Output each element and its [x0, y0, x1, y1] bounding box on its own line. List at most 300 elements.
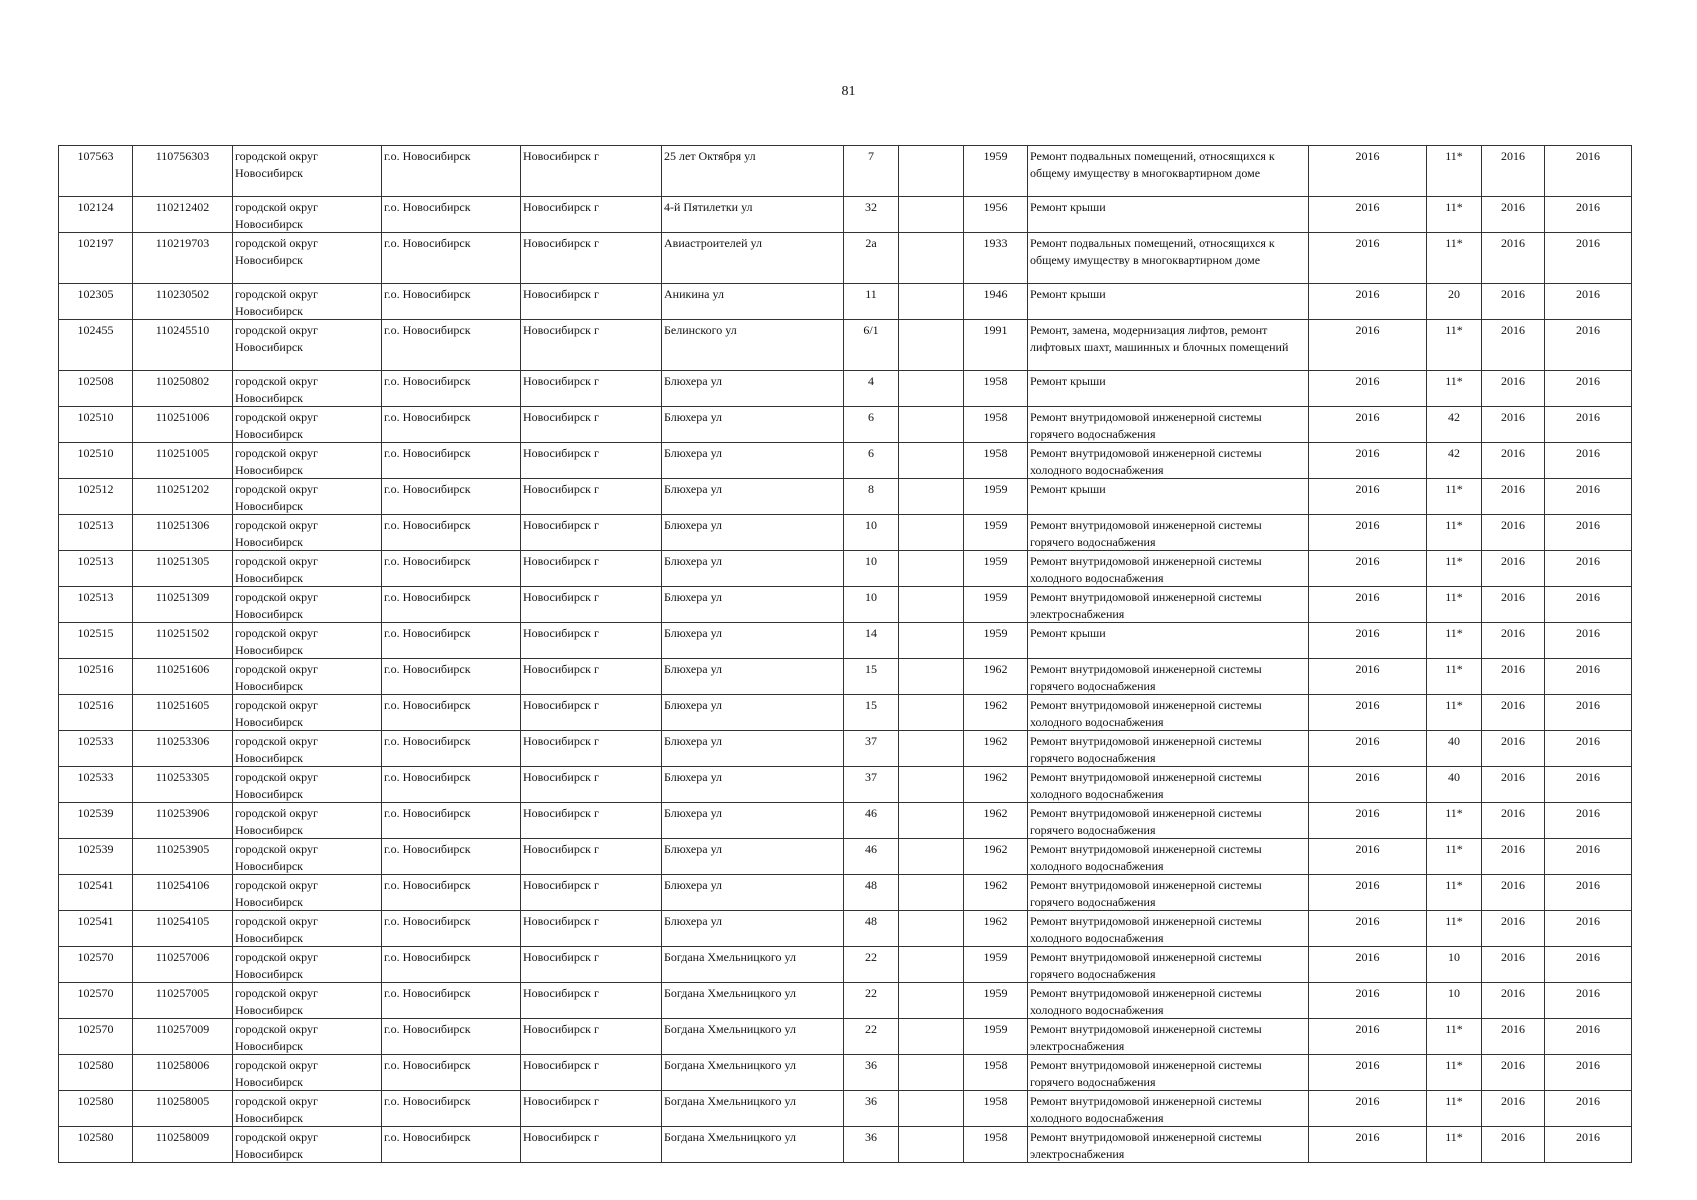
cell-house: 11 — [844, 284, 899, 320]
cell-blank — [899, 1127, 964, 1163]
cell-house: 22 — [844, 947, 899, 983]
cell-code: 110251306 — [133, 515, 233, 551]
cell-year-start: 2016 — [1482, 551, 1545, 587]
cell-id: 102515 — [59, 623, 133, 659]
cell-district: городской округ Новосибирск — [233, 443, 382, 479]
cell-year-plan: 2016 — [1309, 146, 1427, 197]
cell-year-plan: 2016 — [1309, 479, 1427, 515]
cell-work-type: Ремонт крыши — [1028, 197, 1309, 233]
cell-year-built: 1958 — [964, 1055, 1028, 1091]
table-row — [59, 947, 1632, 983]
cell-blank — [899, 1055, 964, 1091]
cell-house: 48 — [844, 875, 899, 911]
cell-number: 40 — [1427, 767, 1482, 803]
cell-municipality: г.о. Новосибирск — [382, 659, 521, 695]
cell-street: Богдана Хмельницкого ул — [662, 1127, 844, 1163]
cell-city: Новосибирск г — [521, 767, 662, 803]
cell-blank — [899, 803, 964, 839]
cell-year-plan: 2016 — [1309, 1055, 1427, 1091]
cell-year-end: 2016 — [1545, 911, 1632, 947]
cell-street: Блюхера ул — [662, 875, 844, 911]
cell-street: Богдана Хмельницкого ул — [662, 1019, 844, 1055]
table-row — [59, 407, 1632, 443]
cell-work-type: Ремонт крыши — [1028, 371, 1309, 407]
cell-house: 14 — [844, 623, 899, 659]
table-row — [59, 233, 1632, 284]
cell-municipality: г.о. Новосибирск — [382, 911, 521, 947]
cell-blank — [899, 695, 964, 731]
cell-code: 110253305 — [133, 767, 233, 803]
cell-blank — [899, 947, 964, 983]
cell-year-built: 1962 — [964, 839, 1028, 875]
cell-id: 102508 — [59, 371, 133, 407]
cell-street: 25 лет Октября ул — [662, 146, 844, 197]
cell-year-start: 2016 — [1482, 695, 1545, 731]
cell-year-start: 2016 — [1482, 983, 1545, 1019]
cell-id: 102580 — [59, 1055, 133, 1091]
cell-year-built: 1959 — [964, 479, 1028, 515]
table-row — [59, 197, 1632, 233]
cell-work-type: Ремонт, замена, модернизация лифтов, ремонт лифтовых шахт, машинных и блочных помещений — [1028, 320, 1309, 371]
cell-id: 102580 — [59, 1127, 133, 1163]
cell-year-start: 2016 — [1482, 1019, 1545, 1055]
cell-year-start: 2016 — [1482, 839, 1545, 875]
cell-year-built: 1959 — [964, 1019, 1028, 1055]
cell-house: 36 — [844, 1091, 899, 1127]
cell-municipality: г.о. Новосибирск — [382, 479, 521, 515]
cell-year-plan: 2016 — [1309, 1019, 1427, 1055]
cell-id: 102533 — [59, 767, 133, 803]
cell-blank — [899, 407, 964, 443]
cell-blank — [899, 587, 964, 623]
cell-street: Блюхера ул — [662, 659, 844, 695]
table-row — [59, 479, 1632, 515]
cell-year-built: 1958 — [964, 371, 1028, 407]
cell-year-end: 2016 — [1545, 284, 1632, 320]
cell-house: 46 — [844, 803, 899, 839]
cell-district: городской округ Новосибирск — [233, 233, 382, 284]
cell-city: Новосибирск г — [521, 233, 662, 284]
cell-municipality: г.о. Новосибирск — [382, 1127, 521, 1163]
cell-blank — [899, 515, 964, 551]
cell-year-end: 2016 — [1545, 407, 1632, 443]
cell-district: городской округ Новосибирск — [233, 767, 382, 803]
cell-code: 110251005 — [133, 443, 233, 479]
cell-municipality: г.о. Новосибирск — [382, 1055, 521, 1091]
cell-year-start: 2016 — [1482, 515, 1545, 551]
cell-id: 102510 — [59, 407, 133, 443]
cell-year-start: 2016 — [1482, 146, 1545, 197]
cell-year-start: 2016 — [1482, 371, 1545, 407]
table-row — [59, 1091, 1632, 1127]
cell-number: 11* — [1427, 1019, 1482, 1055]
cell-year-plan: 2016 — [1309, 875, 1427, 911]
cell-municipality: г.о. Новосибирск — [382, 947, 521, 983]
cell-year-plan: 2016 — [1309, 515, 1427, 551]
cell-blank — [899, 659, 964, 695]
cell-city: Новосибирск г — [521, 320, 662, 371]
cell-code: 110219703 — [133, 233, 233, 284]
cell-district: городской округ Новосибирск — [233, 1055, 382, 1091]
cell-number: 11* — [1427, 371, 1482, 407]
cell-city: Новосибирск г — [521, 731, 662, 767]
cell-house: 36 — [844, 1127, 899, 1163]
cell-number: 11* — [1427, 233, 1482, 284]
cell-year-end: 2016 — [1545, 947, 1632, 983]
table-row — [59, 731, 1632, 767]
cell-city: Новосибирск г — [521, 1019, 662, 1055]
cell-year-end: 2016 — [1545, 320, 1632, 371]
cell-municipality: г.о. Новосибирск — [382, 407, 521, 443]
cell-year-built: 1933 — [964, 233, 1028, 284]
cell-house: 36 — [844, 1055, 899, 1091]
cell-year-start: 2016 — [1482, 875, 1545, 911]
cell-house: 10 — [844, 587, 899, 623]
cell-year-end: 2016 — [1545, 875, 1632, 911]
repair-register-table — [58, 145, 1632, 1163]
cell-year-end: 2016 — [1545, 983, 1632, 1019]
cell-year-built: 1959 — [964, 623, 1028, 659]
cell-municipality: г.о. Новосибирск — [382, 284, 521, 320]
cell-code: 110257009 — [133, 1019, 233, 1055]
cell-id: 102516 — [59, 659, 133, 695]
cell-city: Новосибирск г — [521, 803, 662, 839]
cell-number: 11* — [1427, 1091, 1482, 1127]
cell-number: 42 — [1427, 443, 1482, 479]
cell-blank — [899, 875, 964, 911]
cell-year-start: 2016 — [1482, 767, 1545, 803]
cell-city: Новосибирск г — [521, 479, 662, 515]
cell-id: 102513 — [59, 551, 133, 587]
cell-city: Новосибирск г — [521, 587, 662, 623]
cell-id: 102513 — [59, 587, 133, 623]
cell-district: городской округ Новосибирск — [233, 1091, 382, 1127]
cell-year-built: 1962 — [964, 731, 1028, 767]
table-row — [59, 587, 1632, 623]
cell-house: 15 — [844, 695, 899, 731]
cell-year-plan: 2016 — [1309, 695, 1427, 731]
cell-year-built: 1959 — [964, 947, 1028, 983]
cell-year-built: 1962 — [964, 659, 1028, 695]
cell-city: Новосибирск г — [521, 623, 662, 659]
cell-blank — [899, 479, 964, 515]
cell-number: 11* — [1427, 803, 1482, 839]
cell-work-type: Ремонт внутридомовой инженерной системы горячего водоснабжения — [1028, 659, 1309, 695]
cell-street: Блюхера ул — [662, 407, 844, 443]
cell-year-plan: 2016 — [1309, 284, 1427, 320]
cell-year-plan: 2016 — [1309, 551, 1427, 587]
cell-work-type: Ремонт внутридомовой инженерной системы горячего водоснабжения — [1028, 515, 1309, 551]
cell-blank — [899, 320, 964, 371]
cell-city: Новосибирск г — [521, 515, 662, 551]
cell-year-end: 2016 — [1545, 443, 1632, 479]
cell-number: 11* — [1427, 551, 1482, 587]
cell-work-type: Ремонт внутридомовой инженерной системы холодного водоснабжения — [1028, 911, 1309, 947]
cell-blank — [899, 146, 964, 197]
table-row — [59, 695, 1632, 731]
cell-code: 110257006 — [133, 947, 233, 983]
table-row — [59, 839, 1632, 875]
cell-municipality: г.о. Новосибирск — [382, 1019, 521, 1055]
cell-code: 110258005 — [133, 1091, 233, 1127]
cell-number: 10 — [1427, 947, 1482, 983]
cell-municipality: г.о. Новосибирск — [382, 803, 521, 839]
cell-district: городской округ Новосибирск — [233, 623, 382, 659]
cell-house: 6 — [844, 407, 899, 443]
cell-id: 102197 — [59, 233, 133, 284]
cell-year-start: 2016 — [1482, 1127, 1545, 1163]
cell-year-plan: 2016 — [1309, 587, 1427, 623]
cell-house: 37 — [844, 731, 899, 767]
cell-blank — [899, 1019, 964, 1055]
cell-city: Новосибирск г — [521, 407, 662, 443]
cell-street: Богдана Хмельницкого ул — [662, 1055, 844, 1091]
cell-municipality: г.о. Новосибирск — [382, 767, 521, 803]
cell-house: 10 — [844, 515, 899, 551]
table-row — [59, 659, 1632, 695]
cell-work-type: Ремонт внутридомовой инженерной системы горячего водоснабжения — [1028, 1055, 1309, 1091]
cell-number: 11* — [1427, 197, 1482, 233]
cell-year-start: 2016 — [1482, 947, 1545, 983]
cell-year-start: 2016 — [1482, 623, 1545, 659]
cell-street: Блюхера ул — [662, 839, 844, 875]
cell-city: Новосибирск г — [521, 839, 662, 875]
cell-street: Аникина ул — [662, 284, 844, 320]
cell-year-start: 2016 — [1482, 479, 1545, 515]
cell-year-built: 1962 — [964, 875, 1028, 911]
cell-id: 102455 — [59, 320, 133, 371]
cell-code: 110251305 — [133, 551, 233, 587]
cell-year-plan: 2016 — [1309, 803, 1427, 839]
table-row — [59, 443, 1632, 479]
cell-street: Блюхера ул — [662, 911, 844, 947]
cell-district: городской округ Новосибирск — [233, 407, 382, 443]
cell-municipality: г.о. Новосибирск — [382, 731, 521, 767]
cell-year-end: 2016 — [1545, 1091, 1632, 1127]
cell-year-plan: 2016 — [1309, 1127, 1427, 1163]
cell-year-built: 1962 — [964, 767, 1028, 803]
cell-year-end: 2016 — [1545, 623, 1632, 659]
cell-house: 46 — [844, 839, 899, 875]
table-row — [59, 284, 1632, 320]
cell-work-type: Ремонт внутридомовой инженерной системы горячего водоснабжения — [1028, 731, 1309, 767]
cell-year-plan: 2016 — [1309, 731, 1427, 767]
cell-number: 11* — [1427, 623, 1482, 659]
cell-district: городской округ Новосибирск — [233, 1019, 382, 1055]
cell-code: 110254106 — [133, 875, 233, 911]
cell-year-built: 1959 — [964, 515, 1028, 551]
cell-district: городской округ Новосибирск — [233, 731, 382, 767]
cell-year-plan: 2016 — [1309, 371, 1427, 407]
cell-year-start: 2016 — [1482, 1055, 1545, 1091]
cell-municipality: г.о. Новосибирск — [382, 320, 521, 371]
cell-municipality: г.о. Новосибирск — [382, 875, 521, 911]
cell-municipality: г.о. Новосибирск — [382, 839, 521, 875]
cell-year-plan: 2016 — [1309, 197, 1427, 233]
cell-blank — [899, 983, 964, 1019]
cell-work-type: Ремонт внутридомовой инженерной системы горячего водоснабжения — [1028, 947, 1309, 983]
cell-year-start: 2016 — [1482, 407, 1545, 443]
cell-city: Новосибирск г — [521, 947, 662, 983]
cell-number: 11* — [1427, 320, 1482, 371]
cell-work-type: Ремонт подвальных помещений, относящихся к общему имуществу в многоквартирном доме — [1028, 233, 1309, 284]
cell-street: Белинского ул — [662, 320, 844, 371]
cell-street: Блюхера ул — [662, 551, 844, 587]
cell-code: 110756303 — [133, 146, 233, 197]
cell-work-type: Ремонт крыши — [1028, 623, 1309, 659]
cell-number: 10 — [1427, 983, 1482, 1019]
table-row — [59, 1019, 1632, 1055]
cell-code: 110258009 — [133, 1127, 233, 1163]
cell-code: 110251202 — [133, 479, 233, 515]
cell-city: Новосибирск г — [521, 1127, 662, 1163]
cell-city: Новосибирск г — [521, 146, 662, 197]
cell-work-type: Ремонт внутридомовой инженерной системы холодного водоснабжения — [1028, 767, 1309, 803]
cell-year-plan: 2016 — [1309, 233, 1427, 284]
cell-municipality: г.о. Новосибирск — [382, 197, 521, 233]
cell-code: 110251606 — [133, 659, 233, 695]
cell-code: 110253905 — [133, 839, 233, 875]
cell-house: 8 — [844, 479, 899, 515]
cell-city: Новосибирск г — [521, 983, 662, 1019]
cell-work-type: Ремонт внутридомовой инженерной системы горячего водоснабжения — [1028, 803, 1309, 839]
table-row — [59, 983, 1632, 1019]
cell-district: городской округ Новосибирск — [233, 911, 382, 947]
cell-year-end: 2016 — [1545, 587, 1632, 623]
cell-house: 7 — [844, 146, 899, 197]
cell-year-start: 2016 — [1482, 320, 1545, 371]
cell-id: 102580 — [59, 1091, 133, 1127]
cell-municipality: г.о. Новосибирск — [382, 983, 521, 1019]
table-row — [59, 551, 1632, 587]
cell-city: Новосибирск г — [521, 197, 662, 233]
cell-blank — [899, 1091, 964, 1127]
cell-year-start: 2016 — [1482, 443, 1545, 479]
cell-id: 102516 — [59, 695, 133, 731]
cell-number: 11* — [1427, 146, 1482, 197]
cell-year-start: 2016 — [1482, 1091, 1545, 1127]
cell-street: Богдана Хмельницкого ул — [662, 947, 844, 983]
cell-code: 110254105 — [133, 911, 233, 947]
cell-district: городской округ Новосибирск — [233, 695, 382, 731]
cell-work-type: Ремонт крыши — [1028, 479, 1309, 515]
cell-code: 110245510 — [133, 320, 233, 371]
cell-work-type: Ремонт подвальных помещений, относящихся к общему имуществу в многоквартирном доме — [1028, 146, 1309, 197]
cell-street: 4-й Пятилетки ул — [662, 197, 844, 233]
cell-year-built: 1956 — [964, 197, 1028, 233]
cell-year-built: 1958 — [964, 1127, 1028, 1163]
cell-year-end: 2016 — [1545, 1127, 1632, 1163]
cell-city: Новосибирск г — [521, 551, 662, 587]
cell-house: 4 — [844, 371, 899, 407]
cell-number: 20 — [1427, 284, 1482, 320]
cell-year-plan: 2016 — [1309, 659, 1427, 695]
cell-year-end: 2016 — [1545, 515, 1632, 551]
table-row — [59, 146, 1632, 197]
cell-year-plan: 2016 — [1309, 947, 1427, 983]
cell-blank — [899, 911, 964, 947]
cell-street: Богдана Хмельницкого ул — [662, 1091, 844, 1127]
cell-district: городской округ Новосибирск — [233, 371, 382, 407]
cell-year-built: 1959 — [964, 146, 1028, 197]
cell-district: городской округ Новосибирск — [233, 515, 382, 551]
cell-work-type: Ремонт внутридомовой инженерной системы горячего водоснабжения — [1028, 407, 1309, 443]
cell-district: городской округ Новосибирск — [233, 659, 382, 695]
cell-house: 10 — [844, 551, 899, 587]
cell-id: 102539 — [59, 803, 133, 839]
cell-number: 11* — [1427, 1127, 1482, 1163]
cell-municipality: г.о. Новосибирск — [382, 146, 521, 197]
cell-municipality: г.о. Новосибирск — [382, 623, 521, 659]
cell-house: 48 — [844, 911, 899, 947]
table-row — [59, 320, 1632, 371]
cell-municipality: г.о. Новосибирск — [382, 371, 521, 407]
cell-work-type: Ремонт внутридомовой инженерной системы холодного водоснабжения — [1028, 695, 1309, 731]
cell-blank — [899, 551, 964, 587]
cell-blank — [899, 284, 964, 320]
table-row — [59, 1055, 1632, 1091]
cell-year-built: 1962 — [964, 911, 1028, 947]
cell-year-plan: 2016 — [1309, 443, 1427, 479]
cell-year-start: 2016 — [1482, 197, 1545, 233]
cell-year-built: 1959 — [964, 551, 1028, 587]
cell-street: Блюхера ул — [662, 623, 844, 659]
cell-work-type: Ремонт крыши — [1028, 284, 1309, 320]
cell-year-plan: 2016 — [1309, 911, 1427, 947]
cell-code: 110253906 — [133, 803, 233, 839]
table-row — [59, 623, 1632, 659]
cell-city: Новосибирск г — [521, 371, 662, 407]
cell-id: 102124 — [59, 197, 133, 233]
cell-work-type: Ремонт внутридомовой инженерной системы электроснабжения — [1028, 1019, 1309, 1055]
cell-work-type: Ремонт внутридомовой инженерной системы холодного водоснабжения — [1028, 551, 1309, 587]
cell-district: городской округ Новосибирск — [233, 1127, 382, 1163]
cell-year-start: 2016 — [1482, 587, 1545, 623]
cell-code: 110212402 — [133, 197, 233, 233]
cell-year-start: 2016 — [1482, 731, 1545, 767]
cell-house: 22 — [844, 983, 899, 1019]
cell-id: 102513 — [59, 515, 133, 551]
cell-city: Новосибирск г — [521, 284, 662, 320]
cell-street: Блюхера ул — [662, 767, 844, 803]
cell-work-type: Ремонт внутридомовой инженерной системы холодного водоснабжения — [1028, 983, 1309, 1019]
cell-district: городской округ Новосибирск — [233, 320, 382, 371]
cell-work-type: Ремонт внутридомовой инженерной системы горячего водоснабжения — [1028, 875, 1309, 911]
cell-house: 6 — [844, 443, 899, 479]
cell-blank — [899, 839, 964, 875]
cell-district: городской округ Новосибирск — [233, 197, 382, 233]
cell-district: городской округ Новосибирск — [233, 875, 382, 911]
cell-blank — [899, 371, 964, 407]
cell-year-start: 2016 — [1482, 911, 1545, 947]
cell-number: 11* — [1427, 515, 1482, 551]
cell-house: 32 — [844, 197, 899, 233]
table-row — [59, 1127, 1632, 1163]
cell-street: Блюхера ул — [662, 803, 844, 839]
cell-blank — [899, 197, 964, 233]
cell-id: 102539 — [59, 839, 133, 875]
cell-street: Блюхера ул — [662, 515, 844, 551]
cell-id: 102305 — [59, 284, 133, 320]
cell-city: Новосибирск г — [521, 443, 662, 479]
cell-house: 6/1 — [844, 320, 899, 371]
cell-house: 15 — [844, 659, 899, 695]
cell-municipality: г.о. Новосибирск — [382, 695, 521, 731]
cell-year-end: 2016 — [1545, 731, 1632, 767]
cell-district: городской округ Новосибирск — [233, 551, 382, 587]
cell-code: 110251605 — [133, 695, 233, 731]
cell-house: 22 — [844, 1019, 899, 1055]
